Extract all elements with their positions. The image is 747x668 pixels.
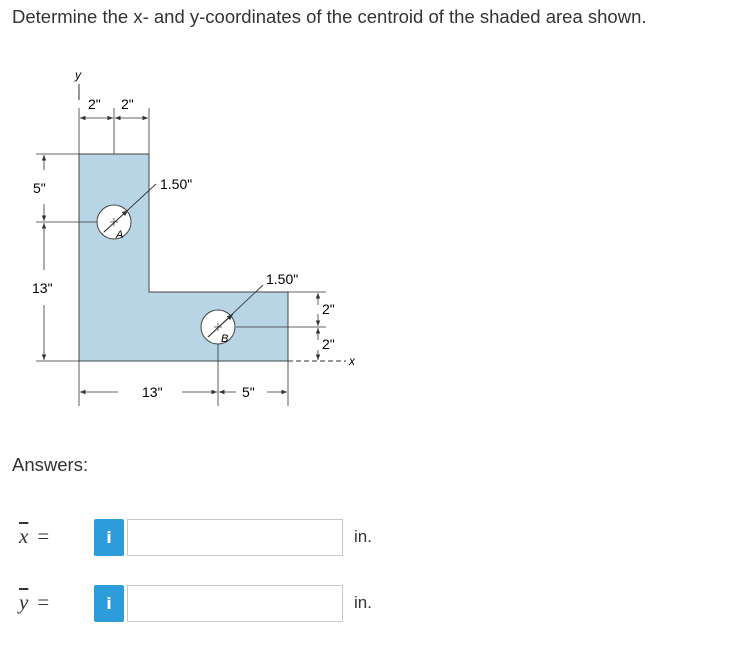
answers-heading: Answers: xyxy=(12,454,89,475)
answer-row-x xyxy=(0,516,747,560)
point-a-label: A xyxy=(116,229,124,241)
dim-radius-b: 1.50" xyxy=(266,271,299,287)
dim-radius-a: 1.50" xyxy=(160,176,193,192)
dim-bottom-13: 13" xyxy=(142,384,163,400)
dim-left-5: 5" xyxy=(33,180,46,196)
dim-top-2: 2" xyxy=(121,96,134,112)
x-bar-label: $\overline{x}$ = xyxy=(19,524,50,548)
dim-right-2b: 2" xyxy=(322,336,335,352)
y-bar-label: $\overline{y}$ = xyxy=(19,590,50,614)
info-button-y[interactable]: i xyxy=(94,585,124,622)
x-bar-input[interactable] xyxy=(127,519,343,556)
x-axis-label: x xyxy=(349,354,355,368)
dim-bottom-5: 5" xyxy=(242,384,255,400)
dim-top-1: 2" xyxy=(88,96,101,112)
y-axis-label: y xyxy=(75,68,81,82)
info-button-x[interactable]: i xyxy=(94,519,124,556)
point-b-label: B xyxy=(221,333,229,345)
dim-right-2a: 2" xyxy=(322,301,335,317)
y-bar-input[interactable] xyxy=(127,585,343,622)
x-unit-label: in. xyxy=(354,527,372,546)
dim-left-13: 13" xyxy=(32,280,53,296)
answer-row-y xyxy=(0,582,747,626)
question-text: Determine the x- and y-coordinates of the centroid of the shaded area shown. xyxy=(12,6,647,27)
y-unit-label: in. xyxy=(354,593,372,612)
